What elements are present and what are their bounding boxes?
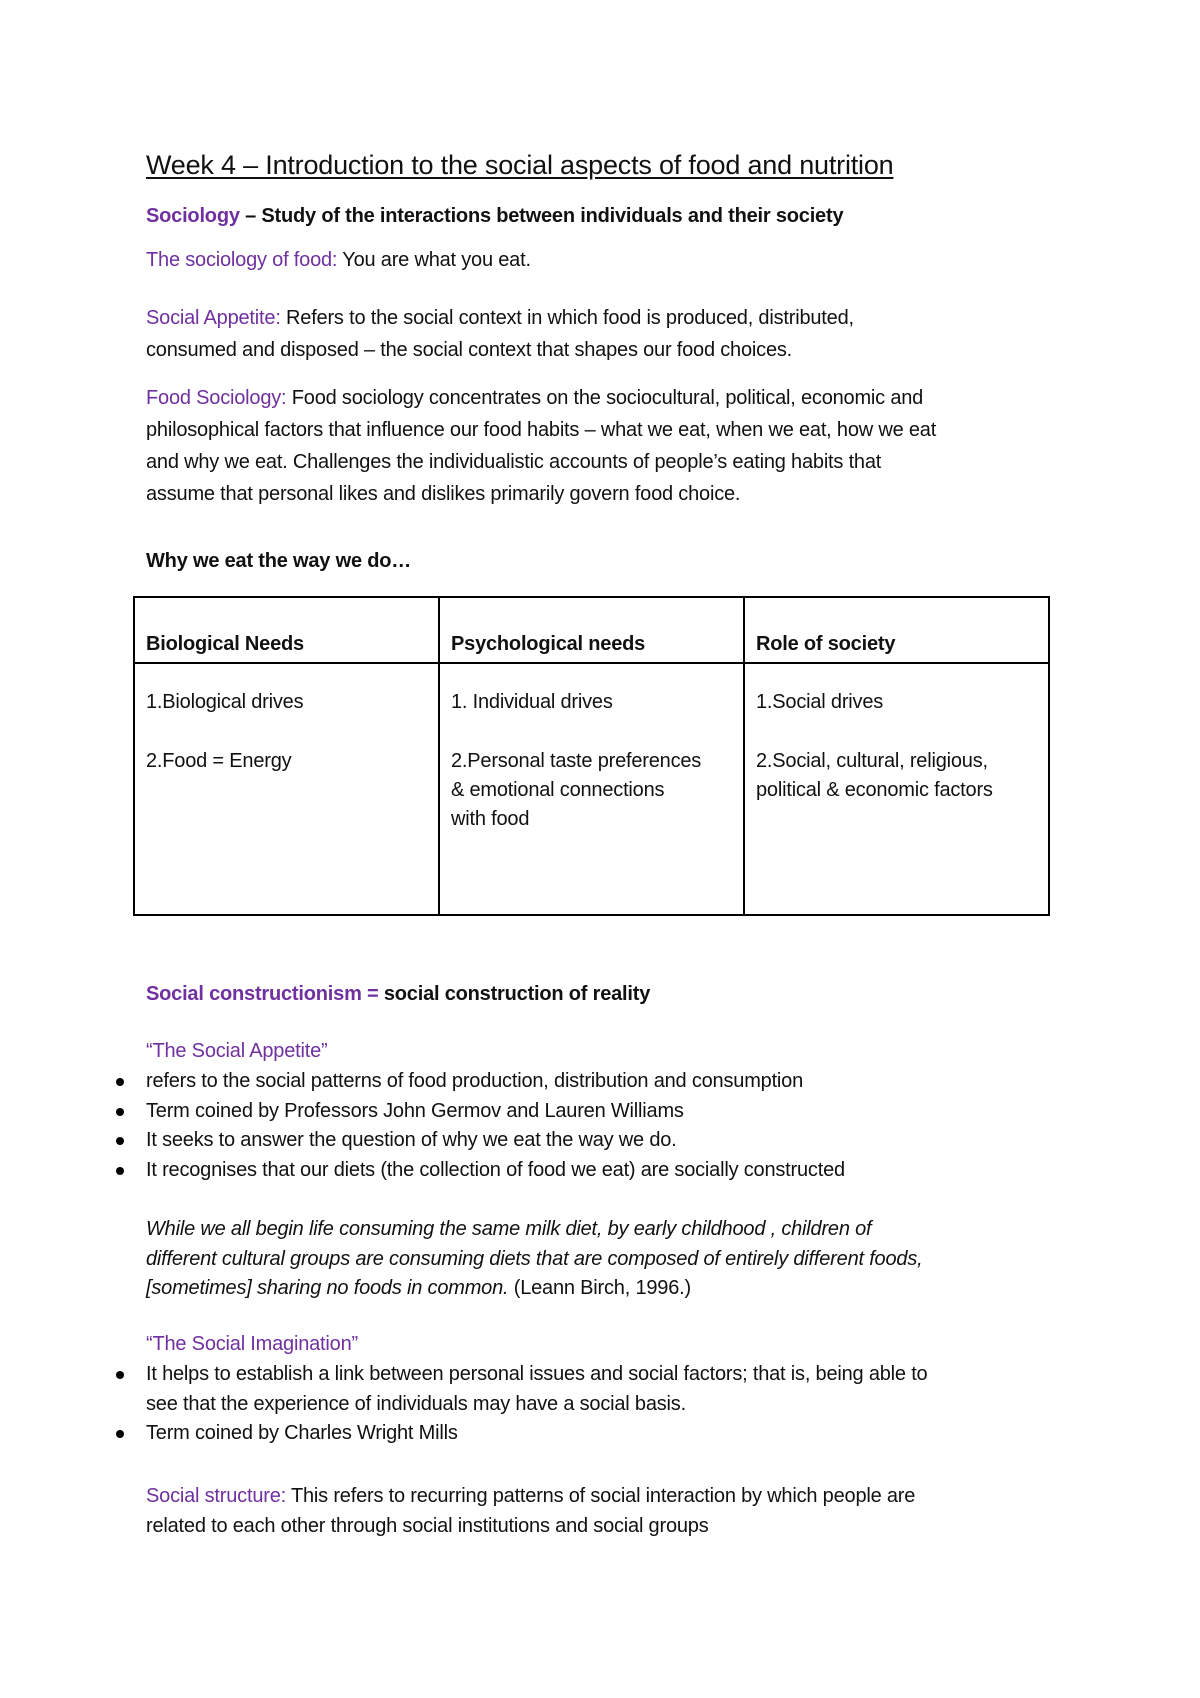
table-header-cell: Psychological needs [439, 597, 744, 663]
birch-quote [146, 1215, 1076, 1304]
table-header-cell: Biological Needs [134, 597, 439, 663]
social-appetite-list [146, 1067, 1076, 1185]
quote-citation: (Leann Birch, 1996.) [508, 1277, 691, 1299]
table-header-row [134, 597, 1049, 663]
list-item-text: refers to the social patterns of food production, distribution and consumption [146, 1070, 804, 1092]
bullet-icon [116, 1078, 124, 1086]
list-item-text: Term coined by Professors John Germov and Lauren Williams [146, 1099, 684, 1122]
quote-line: While we all begin life consuming the same milk diet, by early childhood , children of [146, 1218, 872, 1240]
definition-social-constructionism [146, 981, 1076, 1007]
social-appetite-heading: “The Social Appetite” [146, 1040, 328, 1062]
bullet-icon [116, 1167, 124, 1175]
definition-sociology [146, 203, 1076, 229]
table-row [134, 663, 1049, 915]
table-cell-item: 2.Food = Energy [146, 750, 292, 772]
table-cell-item: 2.Personal taste preferences [451, 750, 702, 772]
table-cell-biological [134, 663, 439, 915]
table-cell-item: 1.Biological drives [146, 691, 304, 713]
bullet-icon [116, 1371, 124, 1379]
definition-text: related to each other through social institutions and social groups [146, 1514, 709, 1537]
definition-text: This refers to recurring patterns of social interaction by which people are [286, 1485, 916, 1507]
list-item-text: Term coined by Charles Wright Mills [146, 1422, 458, 1444]
table-header-cell: Role of society [744, 597, 1049, 663]
definition-term: Social structure: [146, 1485, 286, 1507]
definition-text: Food sociology concentrates on the sociocultural, political, economic and [286, 387, 924, 409]
table-cell-society [744, 663, 1049, 915]
table-cell-item: political & economic factors [756, 779, 993, 801]
list-item [146, 1156, 1076, 1186]
definition-sociology-of-food [146, 247, 1076, 273]
list-item [146, 1360, 1076, 1419]
why-heading: Why we eat the way we do… [146, 550, 412, 572]
table-cell-item: 1. Individual drives [451, 691, 613, 713]
quote-line: [sometimes] sharing no foods in common. [146, 1277, 509, 1299]
definition-text: assume that personal likes and dislikes primarily govern food choice. [146, 483, 741, 505]
list-item [146, 1126, 1076, 1156]
definition-text: social construction of reality [378, 983, 651, 1005]
bullet-icon [116, 1108, 124, 1116]
bullet-icon [116, 1137, 124, 1145]
definition-text: You are what you eat. [337, 249, 531, 271]
definition-term: Food Sociology: [146, 387, 287, 409]
list-item [146, 1067, 1076, 1097]
page-title: Week 4 – Introduction to the social aspects of food and nutrition [146, 150, 894, 180]
table-cell-item: 2.Social, cultural, religious, [756, 750, 988, 772]
definition-term: The sociology of food: [146, 249, 338, 271]
list-item-text: see that the experience of individuals may have a social basis. [146, 1392, 686, 1415]
social-imagination-heading: “The Social Imagination” [146, 1333, 358, 1355]
table-cell-item: 1.Social drives [756, 691, 884, 713]
definition-text: – Study of the interactions between individuals and their society [239, 205, 844, 227]
quote-line: different cultural groups are consuming diets that are composed of entirely different foods, [146, 1247, 923, 1270]
list-item-text: It recognises that our diets (the collection of food we eat) are socially constructed [146, 1158, 845, 1181]
table-cell-item: & emotional connections [451, 779, 665, 801]
definition-text: consumed and disposed – the social context that shapes our food choices. [146, 339, 793, 361]
definition-term: Sociology [146, 205, 240, 227]
definition-term: Social constructionism = [146, 983, 379, 1005]
definition-social-appetite [146, 302, 1076, 366]
definition-text: Refers to the social context in which food is produced, distributed, [280, 307, 854, 329]
definition-social-structure [146, 1482, 1076, 1541]
list-item-text: It seeks to answer the question of why we eat the way we do. [146, 1129, 677, 1151]
definition-term: Social Appetite: [146, 307, 281, 329]
bullet-icon [116, 1430, 124, 1438]
definition-text: philosophical factors that influence our food habits – what we eat, when we eat, how we eat [146, 419, 937, 441]
list-item [146, 1419, 1076, 1449]
definition-food-sociology [146, 382, 1076, 510]
list-item [146, 1097, 1076, 1127]
list-item-text: It helps to establish a link between personal issues and social factors; that is, being able to [146, 1363, 928, 1385]
needs-table [133, 596, 1050, 916]
table-cell-psychological [439, 663, 744, 915]
definition-text: and why we eat. Challenges the individualistic accounts of people’s eating habits that [146, 451, 882, 473]
social-imagination-list [146, 1360, 1076, 1449]
table-cell-item: with food [451, 808, 530, 830]
